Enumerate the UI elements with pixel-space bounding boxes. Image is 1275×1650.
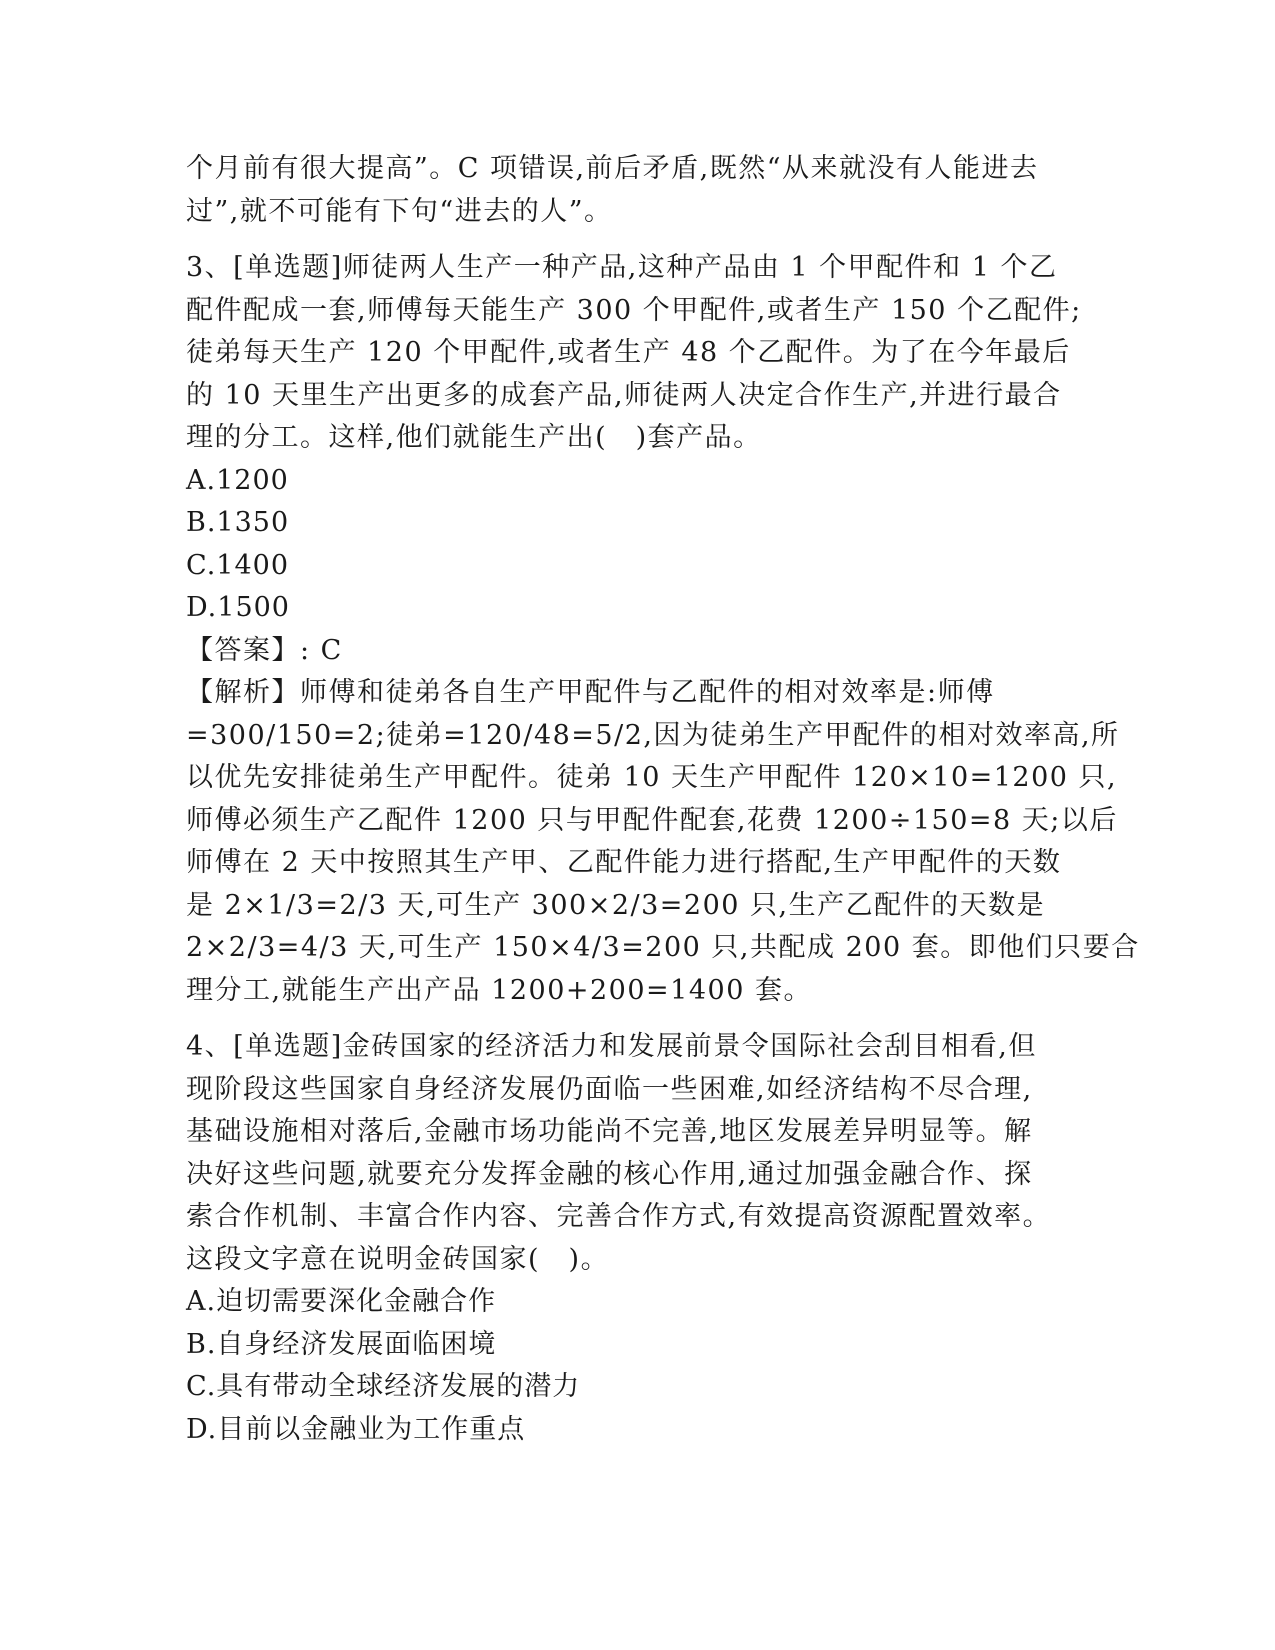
text-line: 理的分工。这样,他们就能生产出( )套产品。 xyxy=(186,422,762,453)
text-line: =300/150=2;徒弟=120/48=5/2,因为徒弟生产甲配件的相对效率高,所 xyxy=(186,719,1120,751)
analysis xyxy=(186,672,1140,1012)
option-c: C.1400 xyxy=(186,549,289,581)
text-line: 以优先安排徒弟生产甲配件。徒弟 10 天生产甲配件 120×10=1200 只, xyxy=(186,762,1118,793)
option-c: C.具有带动全球经济发展的潜力 xyxy=(186,1371,581,1402)
text-line: 索合作机制、丰富合作内容、完善合作方式,有效提高资源配置效率。 xyxy=(186,1201,1052,1232)
text-line: 师傅必须生产乙配件 1200 只与甲配件配套,花费 1200÷150=8 天;以后 xyxy=(186,804,1118,836)
option-b: B.1350 xyxy=(186,507,290,538)
text-line: 现阶段这些国家自身经济发展仍面临一些困难,如经济结构不尽合理, xyxy=(186,1073,1033,1105)
text-line: 师傅在 2 天中按照其生产甲、乙配件能力进行搭配,生产甲配件的天数 xyxy=(186,847,1062,878)
question-3-options xyxy=(186,460,1086,630)
text-line: 是 2×1/3=2/3 天,可生产 300×2/3=200 只,生产乙配件的天数是 xyxy=(186,889,1046,921)
text-line: 配件配成一套,师傅每天能生产 300 个甲配件,或者生产 150 个乙配件; xyxy=(186,294,1082,326)
answer-line: 【答案】: C xyxy=(186,634,343,666)
text-line: 基础设施相对落后,金融市场功能尚不完善,地区发展差异明显等。解 xyxy=(186,1116,1033,1147)
option-d: D.1500 xyxy=(186,592,290,623)
text-line: 【解析】师傅和徒弟各自生产甲配件与乙配件的相对效率是:师傅 xyxy=(186,677,995,708)
question-4-options xyxy=(186,1281,1086,1451)
question-4 xyxy=(186,1026,1086,1451)
text-line: 徒弟每天生产 120 个甲配件,或者生产 48 个乙配件。为了在今年最后 xyxy=(186,337,1071,368)
option-d: D.目前以金融业为工作重点 xyxy=(186,1413,526,1445)
question-3 xyxy=(186,247,1140,1012)
option-a: A.1200 xyxy=(186,464,289,496)
option-a: A.迫切需要深化金融合作 xyxy=(186,1286,497,1317)
document-page xyxy=(186,148,1140,1451)
text-line: 个月前有很大提高”。C 项错误,前后矛盾,既然“从来就没有人能进去 xyxy=(186,153,1039,184)
option-b: B.自身经济发展面临困境 xyxy=(186,1328,497,1360)
text-line: 决好这些问题,就要充分发挥金融的核心作用,通过加强金融合作、探 xyxy=(186,1158,1033,1190)
text-line: 理分工,就能生产出产品 1200+200=1400 套。 xyxy=(186,974,812,1006)
text-line: 这段文字意在说明金砖国家( )。 xyxy=(186,1243,610,1275)
text-line: 2×2/3=4/3 天,可生产 150×4/3=200 只,共配成 200 套。即他们只要合 xyxy=(186,932,1140,963)
text-line: 过”,就不可能有下句“进去的人”。 xyxy=(186,195,613,227)
question-4-stem xyxy=(186,1026,1086,1281)
text-line: 的 10 天里生产出更多的成套产品,师徒两人决定合作生产,并进行最合 xyxy=(186,379,1062,411)
question-3-stem xyxy=(186,247,1086,460)
previous-explanation-tail xyxy=(186,148,1086,233)
text-line: 4、[单选题]金砖国家的经济活力和发展前景令国际社会刮目相看,但 xyxy=(186,1031,1037,1062)
text-line: 3、[单选题]师徒两人生产一种产品,这种产品由 1 个甲配件和 1 个乙 xyxy=(186,252,1058,283)
